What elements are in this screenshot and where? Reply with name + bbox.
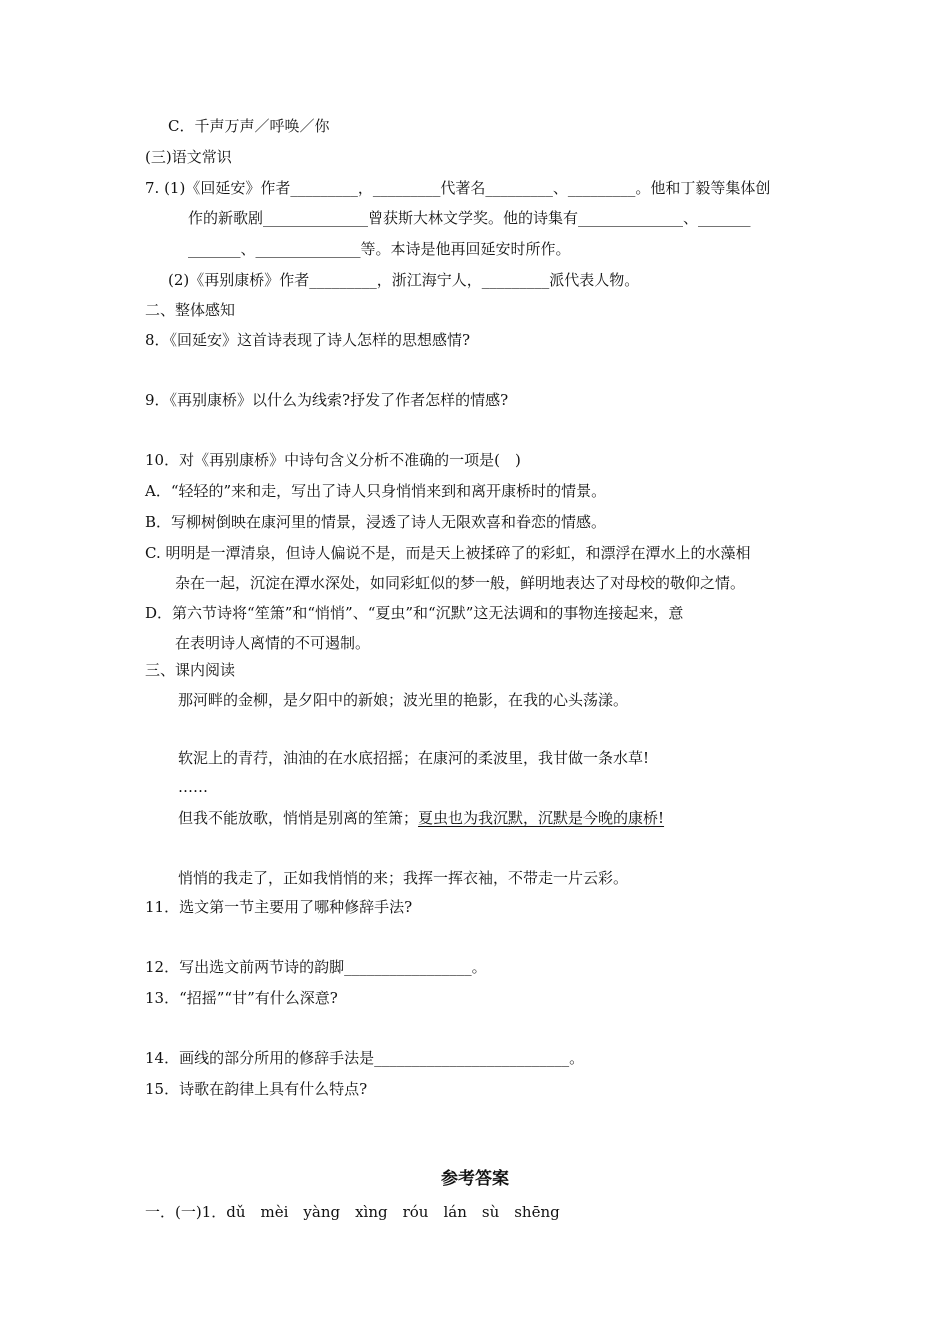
option-d-line-2: 在表明诗人离情的不可遏制。 — [175, 634, 371, 652]
section-heading: 三、课内阅读 — [145, 661, 236, 679]
question-7-line-2: 作的新歌剧______________曾获斯大林文学奖。他的诗集有______________、_______ — [188, 209, 751, 227]
poem-stanza: 那河畔的金柳，是夕阳中的新娘；波光里的艳影，在我的心头荡漾。 — [178, 691, 629, 709]
poem-stanza — [178, 808, 664, 828]
option-a: A．“轻轻的”来和走，写出了诗人只身悄悄来到和离开康桥时的情景。 — [145, 482, 607, 500]
section-heading: (三)语文常识 — [145, 148, 232, 166]
question-7-line-1: 7. (1)《回延安》作者_________，_________代著名_________、_________。他和丁毅等集体创 — [145, 179, 771, 197]
question-10: 10．对《再别康桥》中诗句含义分析不准确的一项是( ) — [145, 451, 521, 469]
option-c-line: C．千声万声／呼唤／你 — [168, 117, 330, 135]
poem-text: 但我不能放歌，悄悄是别离的笙箫； — [178, 809, 419, 827]
section-heading: 二、整体感知 — [145, 301, 236, 319]
option-b: B．写柳树倒映在康河里的情景，浸透了诗人无限欢喜和眷恋的情感。 — [145, 513, 607, 531]
question-15: 15．诗歌在韵律上具有什么特点? — [145, 1080, 368, 1098]
poem-stanza: 软泥上的青荇，油油的在水底招摇；在康河的柔波里，我甘做一条水草! — [178, 749, 650, 767]
poem-stanza: 悄悄的我走了，正如我悄悄的来；我挥一挥衣袖，不带走一片云彩。 — [178, 869, 629, 887]
option-c-line-1: C. 明明是一潭清泉，但诗人偏说不是，而是天上被揉碎了的彩虹，和漂浮在潭水上的水藻相 — [145, 544, 751, 562]
question-13: 13．“招摇”“甘”有什么深意? — [145, 989, 338, 1007]
option-c-line-2: 杂在一起，沉淀在潭水深处，如同彩虹似的梦一般，鲜明地表达了对母校的敬仰之情。 — [175, 574, 746, 592]
question-9: 9．《再别康桥》以什么为线索?抒发了作者怎样的情感? — [145, 391, 509, 409]
answer-line: 一．(一)1．dǔ mèi yàng xìng róu lán sù shēng — [145, 1203, 560, 1221]
question-8: 8．《回延安》这首诗表现了诗人怎样的思想感情? — [145, 331, 471, 349]
question-14: 14．画线的部分所用的修辞手法是__________________________。 — [145, 1049, 585, 1067]
underlined-poem-text: 夏虫也为我沉默，沉默是今晚的康桥! — [418, 809, 665, 827]
question-7-line-3: _______、______________等。本诗是他再回延安时所作。 — [188, 240, 571, 258]
question-12: 12．写出选文前两节诗的韵脚_________________。 — [145, 958, 487, 976]
option-d-line-1: D．第六节诗将“笙箫”和“悄悄”、“夏虫”和“沉默”这无法调和的事物连接起来，意 — [145, 604, 684, 622]
question-11: 11．选文第一节主要用了哪种修辞手法? — [145, 898, 413, 916]
answers-title: 参考答案 — [441, 1169, 509, 1189]
question-7-part-2: (2)《再别康桥》作者_________，浙江海宁人，_________派代表人物。 — [168, 271, 640, 289]
poem-ellipsis: …… — [178, 778, 208, 796]
